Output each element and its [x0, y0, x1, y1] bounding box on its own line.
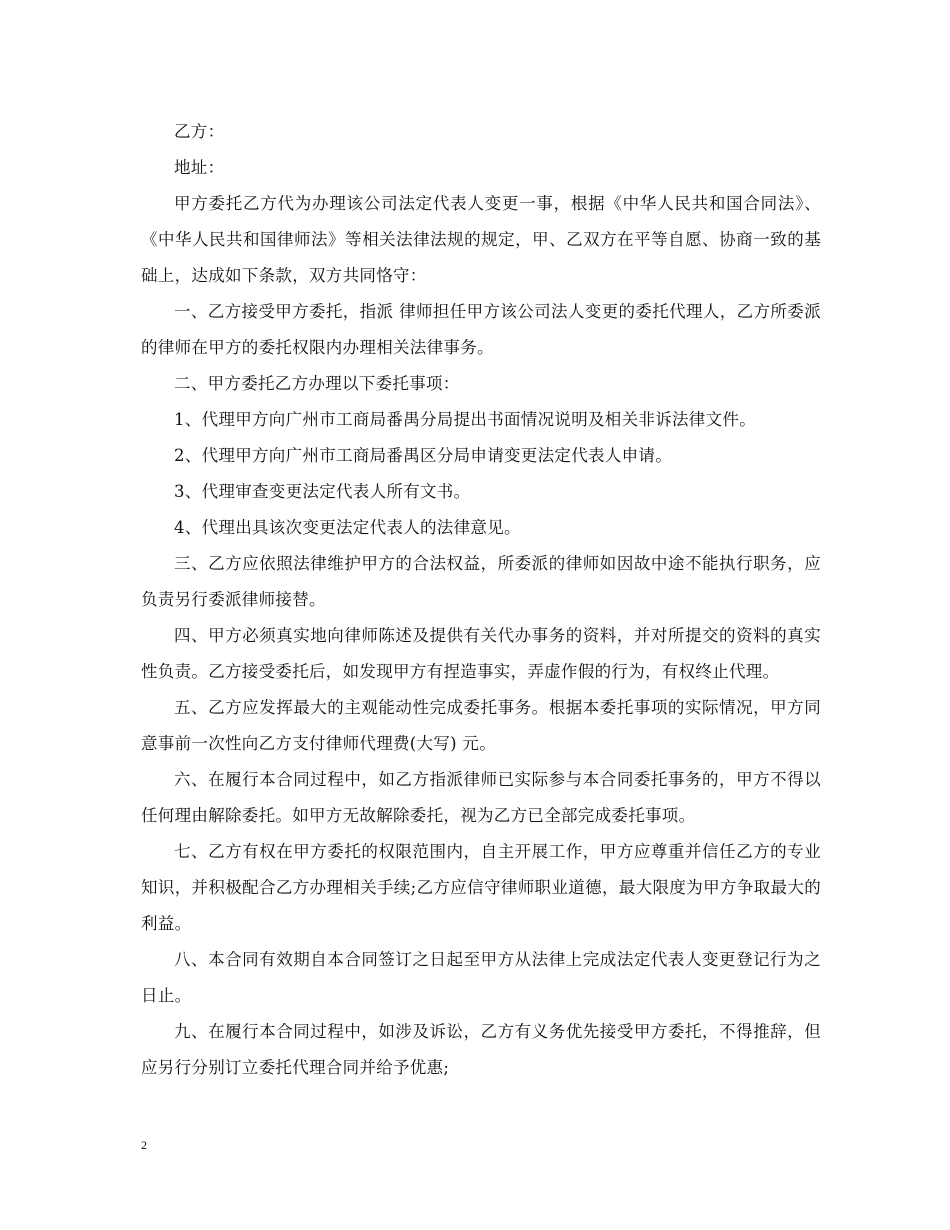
- clause-2-item-4: 4、代理出具该次变更法定代表人的法律意见。: [174, 518, 521, 537]
- clause-8: 八、本合同有效期自本合同签订之日起至甲方从法律上完成法定代表人变更登记行为之日止。: [141, 950, 821, 1005]
- clause-7: 七、乙方有权在甲方委托的权限范围内，自主开展工作，甲方应尊重并信任乙方的专业知识，并积极配合乙方办理相关手续;乙方应信守律师职业道德，最大限度为甲方争取最大的利益。: [141, 842, 821, 933]
- clause-1: 一、乙方接受甲方委托，指派 律师担任甲方该公司法人变更的委托代理人，乙方所委派的律师在甲方的委托权限内办理相关法律事务。: [141, 302, 821, 357]
- clause-6: 六、在履行本合同过程中，如乙方指派律师已实际参与本合同委托事务的，甲方不得以任何理由解除委托。如甲方无故解除委托，视为乙方已全部完成委托事项。: [141, 770, 821, 825]
- clause-5: 五、乙方应发挥最大的主观能动性完成委托事务。根据本委托事项的实际情况，甲方同意事前一次性向乙方支付律师代理费(大写) 元。: [141, 698, 821, 753]
- clause-2: 二、甲方委托乙方办理以下委托事项：: [174, 374, 460, 393]
- clause-2-item-2: 2、代理甲方向广州市工商局番禺区分局申请变更法定代表人申请。: [174, 446, 672, 465]
- preamble-paragraph: 甲方委托乙方代为办理该公司法定代表人变更一事，根据《中华人民共和国合同法》、《中华人民共和国律师法》等相关法律法规的规定，甲、乙双方在平等自愿、协商一致的基础上，达成如下条款，双方共同恪守：: [141, 194, 821, 285]
- clause-2-item-1: 1、代理甲方向广州市工商局番禺分局提出书面情况说明及相关非诉法律文件。: [174, 410, 756, 429]
- page-number: 2: [141, 1138, 147, 1152]
- clause-3: 三、乙方应依照法律维护甲方的合法权益，所委派的律师如因故中途不能执行职务，应负责另行委派律师接替。: [141, 554, 821, 609]
- clause-4: 四、甲方必须真实地向律师陈述及提供有关代办事务的资料，并对所提交的资料的真实性负责。乙方接受委托后，如发现甲方有捏造事实，弄虚作假的行为，有权终止代理。: [141, 626, 821, 681]
- party-b-label: 乙方：: [174, 122, 225, 141]
- address-label: 地址：: [174, 158, 225, 177]
- document-body: [141, 114, 821, 1086]
- clause-9: 九、在履行本合同过程中，如涉及诉讼，乙方有义务优先接受甲方委托，不得推辞，但应另行分别订立委托代理合同并给予优惠;: [141, 1022, 821, 1077]
- clause-2-item-3: 3、代理审查变更法定代表人所有文书。: [174, 482, 471, 501]
